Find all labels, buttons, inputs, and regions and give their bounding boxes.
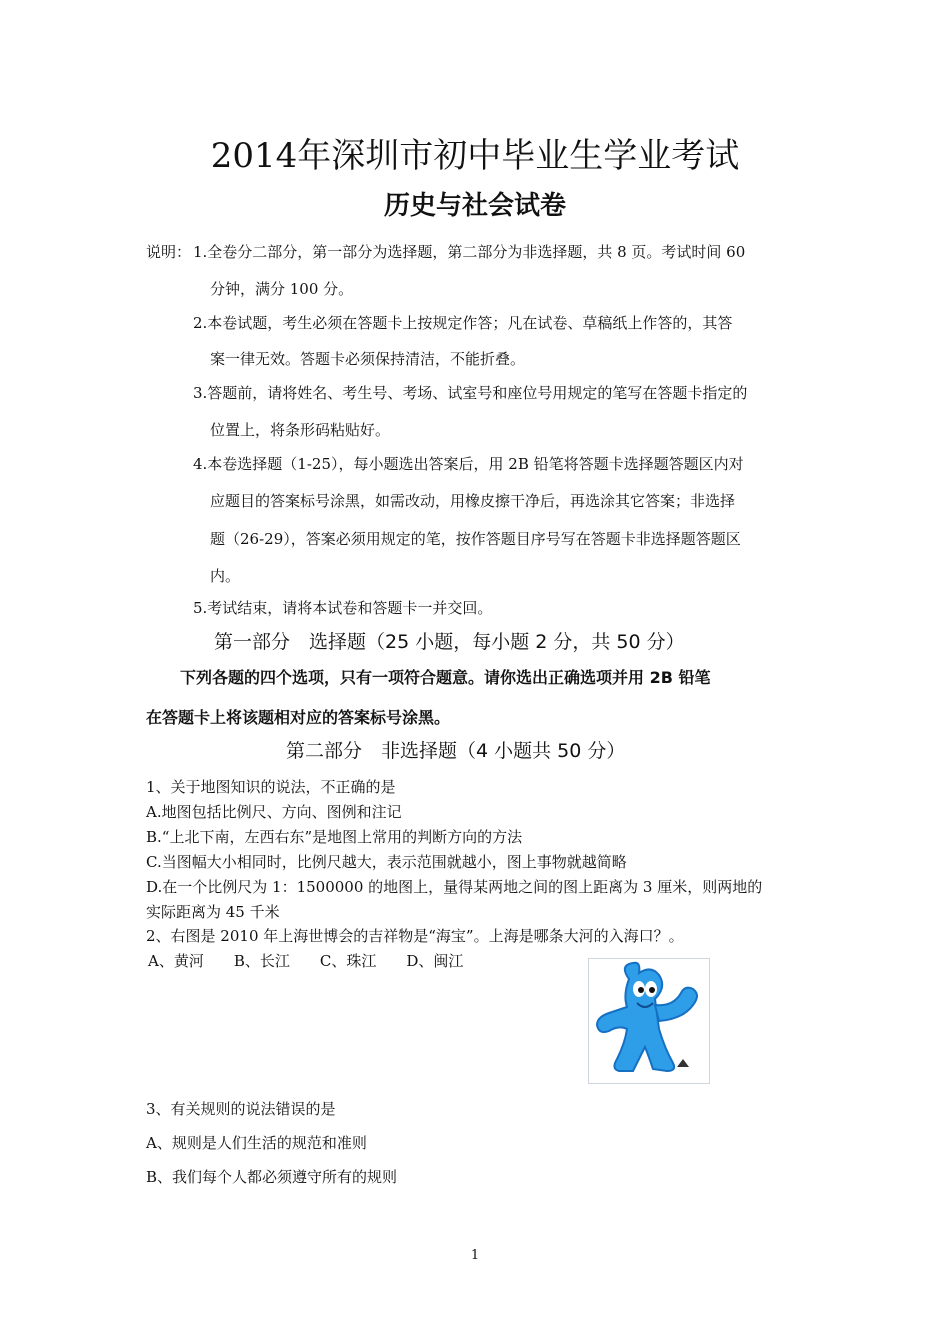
q1-option-a: A.地图包括比例尺、方向、图例和注记	[146, 803, 402, 821]
note-line-9: 题（26-29），答案必须用规定的笔，按作答题目序号写在答题卡非选择题答题区	[210, 530, 741, 548]
part1-heading: 第一部分 选择题（25 小题，每小题 2 分，共 50 分）	[214, 631, 685, 653]
exam-title: 2014年深圳市初中毕业生学业考试	[210, 136, 740, 176]
note-line-6: 位置上，将条形码粘贴好。	[210, 421, 391, 439]
page-number: 1	[470, 1248, 480, 1263]
part1-instruction-1: 下列各题的四个选项，只有一项符合题意。请你选出正确选项并用 2B 铅笔	[180, 668, 711, 687]
note-line-2: 分钟，满分 100 分。	[210, 280, 354, 298]
note-line-11: 5.考试结束，请将本试卷和答题卡一并交回。	[193, 599, 493, 617]
haibao-mascot-image	[588, 958, 710, 1084]
haibao-mascot-icon	[589, 959, 709, 1083]
note-line-5: 3.答题前，请将姓名、考生号、考场、试室号和座位号用规定的笔写在答题卡指定的	[193, 384, 748, 402]
note-line-10: 内。	[210, 567, 241, 585]
q1-stem: 1、关于地图知识的说法，不正确的是	[146, 778, 396, 796]
q1-option-b: B.“上北下南，左西右东”是地图上常用的判断方向的方法	[146, 828, 523, 846]
notes-prefix: 说明：	[146, 243, 192, 261]
note-line-4: 案一律无效。答题卡必须保持清洁，不能折叠。	[210, 350, 526, 368]
q1-option-c: C.当图幅大小相同时，比例尺越大，表示范围就越小，图上事物就越简略	[146, 853, 627, 871]
q3-option-a: A、规则是人们生活的规范和准则	[146, 1134, 367, 1152]
q1-option-d-cont: 实际距离为 45 千米	[146, 903, 280, 921]
part2-heading: 第二部分 非选择题（4 小题共 50 分）	[286, 740, 626, 762]
q1-option-d: D.在一个比例尺为 1：1500000 的地图上，量得某两地之间的图上距离为 3 厘米，则两地的	[146, 878, 763, 896]
note-line-7: 4.本卷选择题（1-25），每小题选出答案后，用 2B 铅笔将答题卡选择题答题区内对	[193, 455, 744, 473]
q2-options: A、黄河 B、长江 C、珠江 D、闽江	[148, 952, 464, 970]
note-line-3: 2.本卷试题，考生必须在答题卡上按规定作答；凡在试卷、草稿纸上作答的，其答	[193, 314, 733, 332]
q3-option-b: B、我们每个人都必须遵守所有的规则	[146, 1168, 398, 1186]
exam-subtitle: 历史与社会试卷	[383, 191, 566, 221]
note-line-1: 1.全卷分二部分，第一部分为选择题，第二部分为非选择题，共 8 页。考试时间 60	[193, 243, 746, 261]
part1-instruction-2: 在答题卡上将该题相对应的答案标号涂黑。	[146, 708, 451, 727]
note-line-8: 应题目的答案标号涂黑，如需改动，用橡皮擦干净后，再选涂其它答案；非选择	[210, 492, 736, 510]
q3-stem: 3、有关规则的说法错误的是	[146, 1100, 336, 1118]
q2-stem: 2、右图是 2010 年上海世博会的吉祥物是“海宝”。上海是哪条大河的入海口？。	[146, 927, 684, 945]
